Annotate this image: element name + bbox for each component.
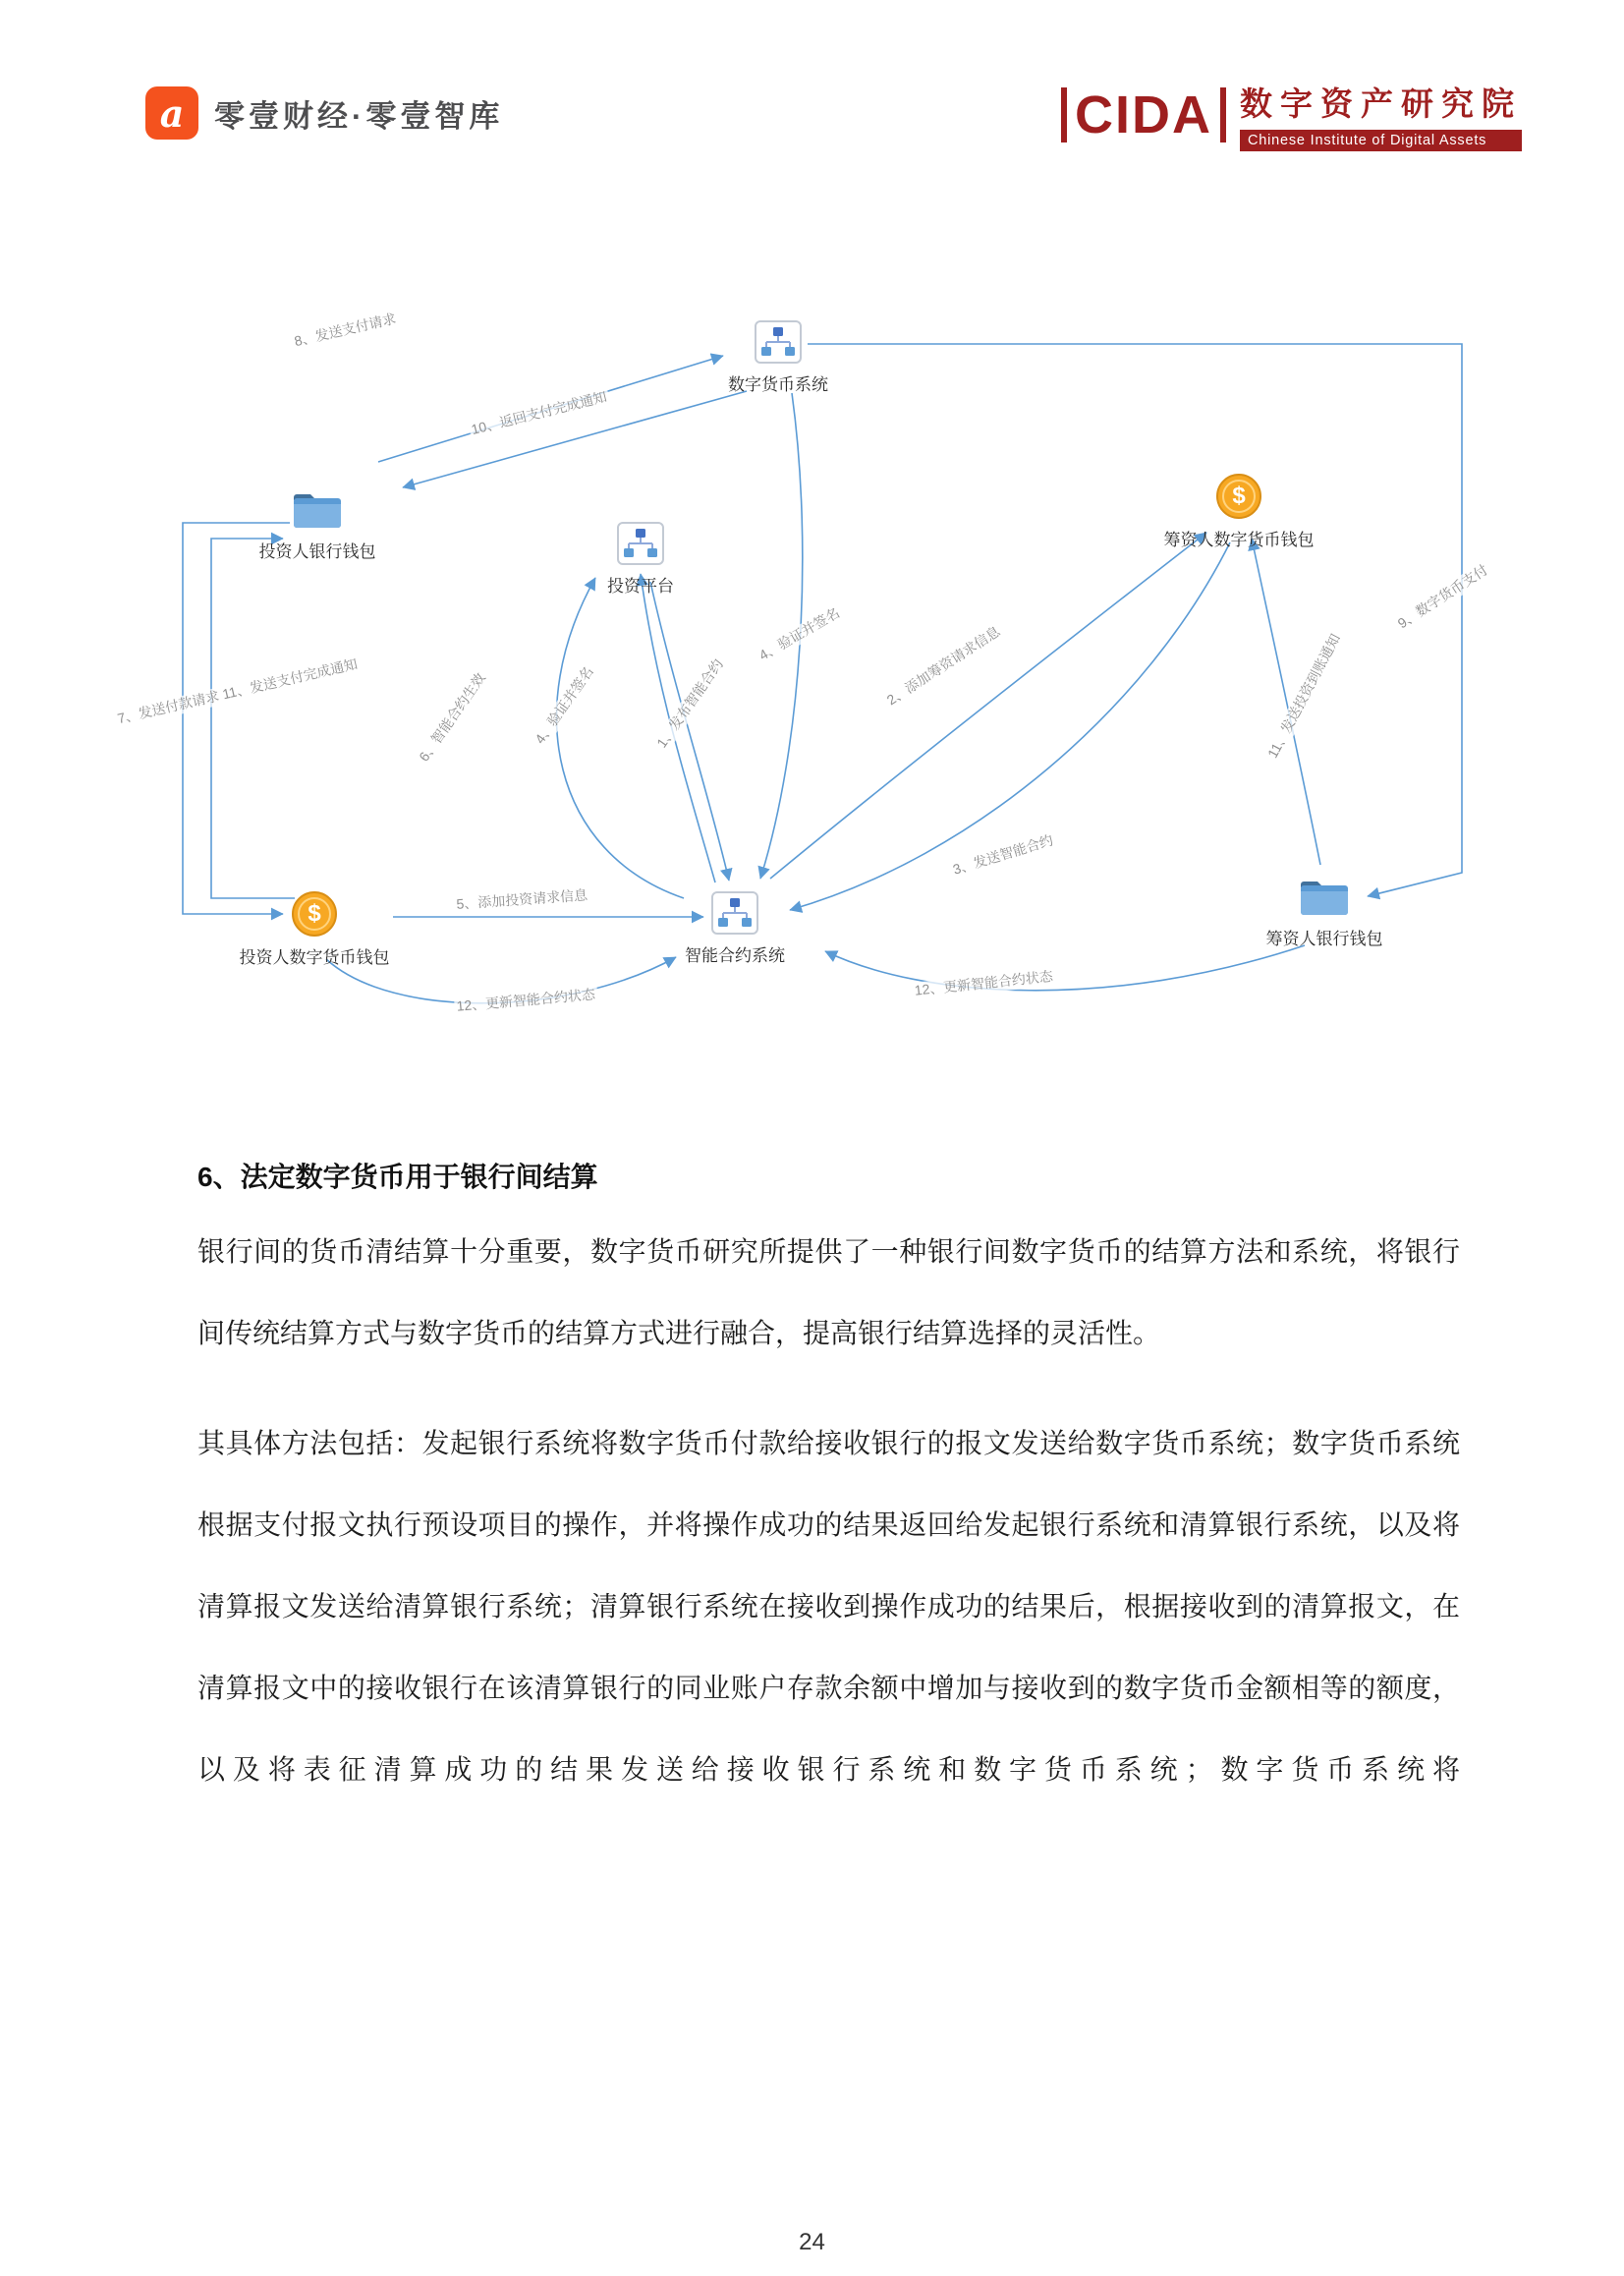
coin-icon — [1216, 474, 1261, 519]
paragraph-2: 其具体方法包括：发起银行系统将数字货币付款给接收银行的报文发送给数字货币系统；数字货币系统根据支付报文执行预设项目的操作，并将操作成功的结果返回给发起银行系统和清算银行系统，以及将清算报文发送给清算银行系统；清算银行系统在接收到操作成功的结果后，根据接收到的清算报文，在清算报文中的接收银行在该清算银行的同业账户存款余额中增加与接收到的数字货币金额相等的额度，以及将表征清算成功的结果发送给接收银行系统和数字货币系统；数字货币系统将 — [197, 1428, 1460, 1785]
arrow-2 — [770, 533, 1206, 879]
folder-icon — [1299, 877, 1350, 918]
edge-label-11: 11、发送投资到账通知 — [1263, 629, 1345, 763]
brand-name: 零壹财经·零壹智库 — [214, 98, 504, 134]
institute-logo — [1061, 79, 1522, 151]
node-digital-currency-system — [700, 320, 857, 395]
section-heading: 6、法定数字货币用于银行间结算 — [197, 1162, 598, 1192]
arrow-11b — [211, 539, 295, 898]
node-label: 投资人数字货币钱包 — [239, 948, 390, 967]
flow-diagram — [98, 295, 1542, 1081]
edge-label-4b: 4、验证并签名 — [755, 603, 845, 665]
node-label: 数字货币系统 — [728, 375, 828, 394]
edge-label-2: 2、添加筹资请求信息 — [882, 622, 1005, 711]
node-investor-digital-currency-wallet — [236, 891, 393, 968]
node-fundraiser-bank-wallet — [1246, 877, 1403, 949]
edge-label-10: 10、返回支付完成通知 — [468, 388, 610, 439]
edge-label-4a: 4、验证并签名 — [531, 662, 598, 750]
arrow-9 — [808, 344, 1462, 896]
node-label: 投资平台 — [607, 577, 674, 596]
institute-names — [1240, 79, 1522, 151]
arrow-12r — [825, 945, 1305, 991]
node-fundraiser-digital-currency-wallet — [1160, 474, 1317, 550]
node-investment-platform — [562, 522, 719, 597]
edge-label-1: 1、发布智能合约 — [652, 654, 728, 753]
sitemap-icon — [755, 320, 802, 364]
sitemap-icon — [617, 522, 664, 565]
dollar-symbol: $ — [1232, 483, 1246, 509]
paragraph-1: 银行间的货币清结算十分重要，数字货币研究所提供了一种银行间数字货币的结算方法和系统，将银行间传统结算方式与数字货币的结算方式进行融合，提高银行结算选择的灵活性。 — [197, 1236, 1460, 1348]
edge-label-7-11: 7、发送付款请求 11、发送支付完成通知 — [114, 655, 362, 728]
edge-label-12l: 12、更新智能合约状态 — [454, 986, 598, 1015]
edge-label-12r: 12、更新智能合约状态 — [912, 968, 1056, 1000]
institute-name-en: Chinese Institute of Digital Assets — [1240, 130, 1522, 151]
folder-icon — [292, 489, 343, 531]
node-label: 投资人银行钱包 — [258, 542, 376, 561]
institute-name-cn: 数字资产研究院 — [1240, 85, 1522, 122]
page-number: 24 — [799, 2229, 825, 2255]
coin-icon — [292, 891, 337, 937]
edge-label-8: 8、发送支付请求 — [291, 310, 400, 351]
sitemap-icon — [711, 891, 758, 935]
arrow-7 — [183, 523, 290, 914]
edge-label-5: 5、添加投资请求信息 — [454, 886, 590, 913]
edge-label-3: 3、发送智能合约 — [949, 831, 1057, 880]
node-label: 智能合约系统 — [685, 946, 785, 965]
dollar-symbol: $ — [308, 900, 321, 927]
edge-label-9: 9、数字货币支付 — [1393, 560, 1493, 633]
publisher-logo — [145, 86, 503, 140]
node-smart-contract-system — [656, 891, 813, 966]
brand-mark-icon: a — [145, 86, 198, 140]
edge-label-6: 6、智能合约生效 — [415, 668, 490, 767]
node-label: 筹资人银行钱包 — [1265, 930, 1383, 948]
node-investor-bank-wallet — [239, 489, 396, 562]
node-label: 筹资人数字货币钱包 — [1163, 531, 1315, 549]
cida-acronym: CIDA — [1061, 87, 1226, 143]
